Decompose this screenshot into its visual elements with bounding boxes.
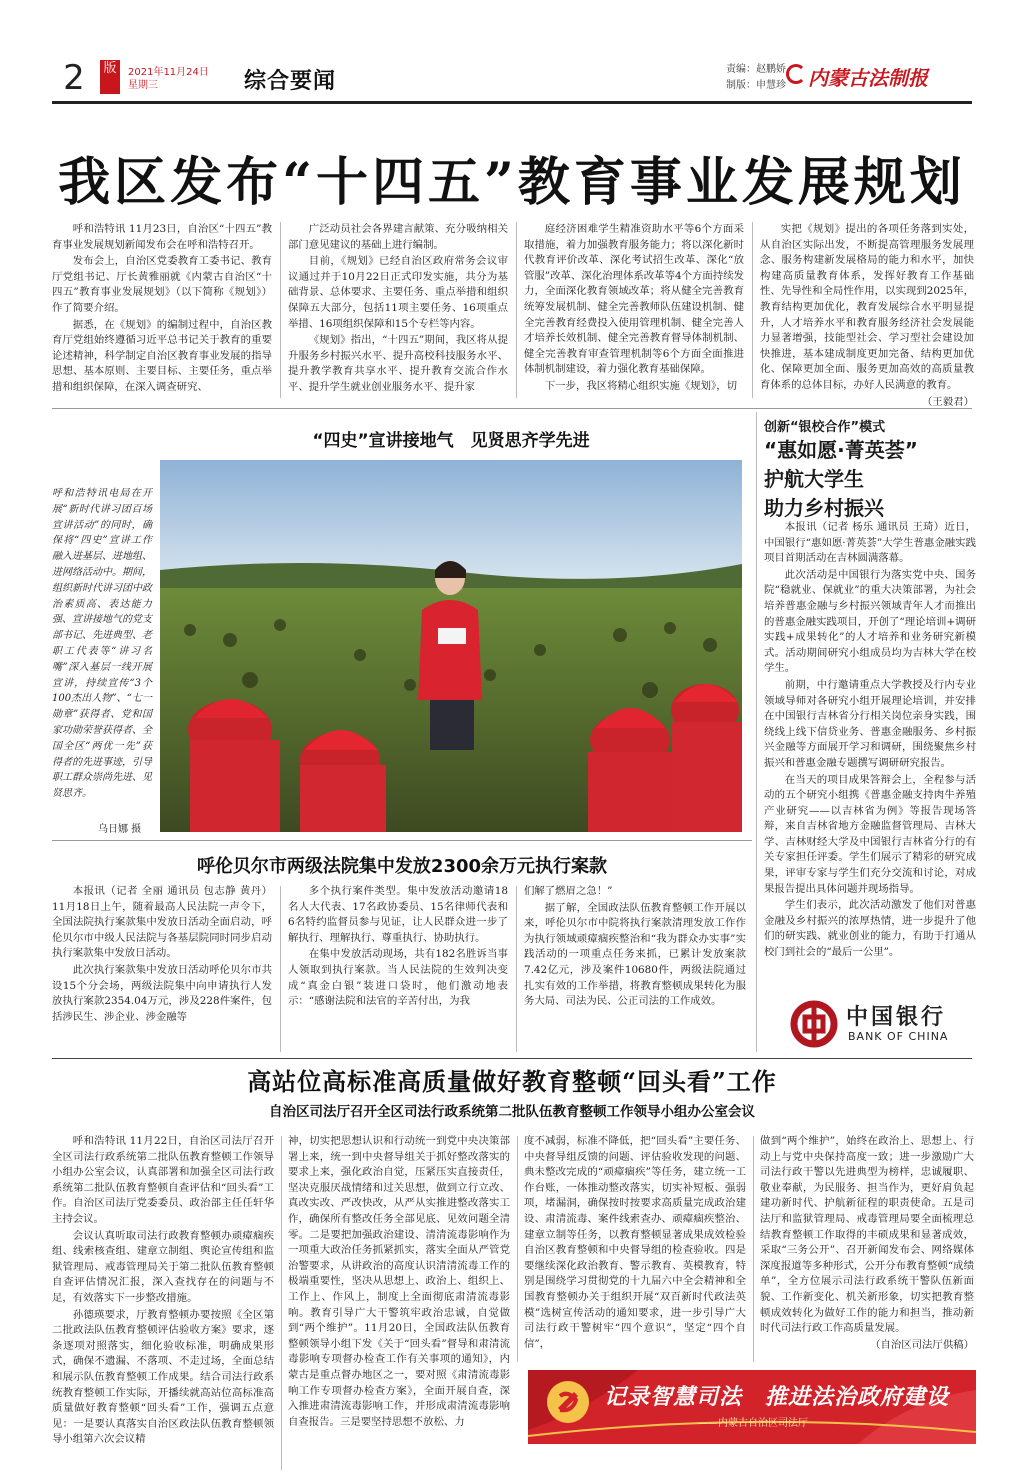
news-photo: [160, 460, 742, 832]
justice-column-1: [52, 1134, 274, 1472]
justice-paragraph: 呼和浩特讯 11月22日，自治区司法厅召开全区司法行政系统第二批队伍教育整顿工作领导小组办公室会议，认真部署和加强全区司法行政系统第二批队伍教育整顿自查评估和“回头看”工作。自治区司法厅党委委员、政治部主任任轩华主持会议。: [52, 1135, 274, 1225]
page-number: 2: [63, 58, 85, 98]
lead-paragraph: 发布会上，自治区党委教育工委书记、教育厅党组书记、厅长黄雅丽就《内蒙古自治区“十四五”教育事业发展规划》（以下简称《规划》）作了简要介绍。: [52, 255, 272, 314]
promo-banner: [528, 1370, 976, 1444]
lead-byline: （王毅君）: [922, 395, 974, 408]
boc-logo-en: BANK OF CHINA: [848, 1030, 949, 1043]
boc-logo-cn: 中国银行: [846, 1004, 947, 1030]
court-column-1: [52, 884, 272, 1056]
editor-credits: [726, 62, 786, 94]
justice-paragraph: 度不减弱，标准不降低，把“回头看”主要任务、中央督导组反馈的问题、评估验收发现的问题、典未整改完成的“顽瘴痼疾”等任务，建立统一工作台账，一体推动整改落实，切实补短板、强弱项，堵漏洞，确保按时按要求高质量完成政治建设、肃清流毒、案件线索查办、顽瘴痼疾整治、建章立制等任务，以教育整顿显著成果成效检验自治区教育整顿和中央督导组的检查验收。四是要继续深化政治教育、警示教育、英模教育，特别是围绕学习贯彻党的十九届六中全会精神和全国教育整顿办关于组织开展“双百新时代政法英模”选树宣传活动的通知要求，进一步引导广大司法行政干警树牢“四个意识”，坚定“四个自信”，: [524, 1135, 746, 1350]
lead-paragraph: 庭经济困难学生精准资助水平等6个方面采取措施，着力加强教育服务能力；将以深化新时代教育评价改革、深化考试招生改革、深化“放管服”改革、深化治理体系改革等4个方面持续发力，全面深化教育领域改革；将从健全完善教育统筹发展机制、健全完善教师队伍建设机制、健全完善教育经费投入使用管理机制、健全完善人才培养长效机制、健全完善教育督导体制机制、健全完善教育审查管理机制等6个方面全面推进体制机制建设，着力强化教育基础保障。: [524, 223, 744, 376]
boc-kicker: 创新“银校合作”模式: [764, 420, 886, 435]
section-title: 综合要闻: [244, 69, 337, 94]
section-divider: [52, 1058, 972, 1059]
justice-subheadline: 自治区司法厅召开全区司法行政系统第二批队伍教育整顿工作领导小组办公室会议: [269, 1104, 755, 1120]
column-divider: [516, 886, 517, 1052]
masthead: [52, 58, 972, 104]
lead-paragraph: 《规划》指出，“十四五”期间，我区将从提升服务乡村振兴水平、提升高校科技服务水平、提升教学教育共享水平、提升教育交流合作水平、提升学生就业创业服务水平、提升家: [288, 334, 508, 393]
court-column-2: [288, 884, 508, 1056]
lead-paragraph: 呼和浩特讯 11月23日，自治区“十四五”教育事业发展规划新闻发布会在呼和浩特召开。: [52, 223, 272, 251]
photo-credit: 乌日娜 摄: [98, 824, 142, 835]
lead-column-1: [52, 222, 272, 400]
column-divider: [516, 222, 517, 398]
column-divider: [280, 886, 281, 1052]
bank-of-china-logo: [790, 996, 980, 1056]
lead-paragraph: 目前，《规划》已经自治区政府常务会议审议通过并于10月22日正式印发实施，共分为基础背景、总体要求、主要任务、重点举措和组织保障五大部分，包括11项主要任务、16项重点举措、16项组织保障和15个专栏等内容。: [288, 255, 508, 330]
column-divider: [756, 412, 757, 1052]
column-divider: [280, 222, 281, 398]
lead-paragraph: 广泛动员社会各界建言献策、充分吸纳相关部门意见建议的基础上进行编制。: [288, 223, 508, 251]
lead-column-2: [288, 222, 508, 400]
court-paragraph: 多个执行案件类型。集中发放活动邀请18名人大代表、17名政协委员、15名律师代表和6名特约监督员参与见证，让人民群众进一步了解执行、理解执行、尊重执行、协助执行。: [288, 885, 508, 944]
producer-text: 制版：申慧珍: [726, 80, 786, 91]
court-headline: 呼伦贝尔市两级法院集中发放2300余万元执行案款: [196, 856, 608, 877]
lead-column-4: [760, 222, 974, 408]
boc-title-line: 助力乡村振兴: [764, 496, 884, 520]
justice-paragraph: 孙德瑛要求，厅教育整顿办要按照《全区第二批政法队伍教育整顿评估验收方案》要求，逐条逐项对照落实，细化验收标准，明确成果形式，确保不遗漏、不落项、不走过场，全面总结和展示队伍教育整顿工作成果。结合司法行政系统教育整顿工作实际，开播续就高站位高标准高质量做好教育整顿“回头看”工作，强调五点意见：一是要认真落实自治区政法队伍教育整顿领导小组第六次会议精: [52, 1308, 274, 1446]
court-paragraph: 此次执行案款集中发放日活动呼伦贝尔市共设15个分会场，两级法院集中向申请执行人发放执行案款2354.04万元，涉及228件案件，包括涉民生、涉企业、涉金融等: [52, 963, 272, 1023]
lead-paragraph: 下一步，我区将精心组织实施《规划》，切: [544, 379, 738, 392]
boc-emblem-icon: [790, 1000, 838, 1048]
lead-column-3: [524, 222, 744, 400]
column-divider: [752, 222, 753, 398]
field-scene-image: [160, 460, 742, 832]
boc-paragraph: 本报讯（记者 杨乐 通讯员 王琦）近日，中国银行“惠如愿·菁英荟”大学生普惠金融实践项目首期活动在吉林圆满落幕。: [764, 521, 976, 565]
boc-title-line: “惠如愿·菁英荟”: [764, 438, 918, 462]
justice-paragraph: 会议认真听取司法行政教育整顿办顽瘴痼疾组、线索核查组、建章立制组、舆论宣传组和监狱管理局、戒毒管理局关于第二批队伍教育整顿自查评估情况汇报，深入查找存在的问题与不足，有效落实下一步整改措施。: [52, 1229, 274, 1304]
justice-column-3: [524, 1134, 746, 1362]
boc-body: [764, 520, 976, 990]
justice-column-2: [288, 1134, 510, 1472]
court-paragraph: 本报讯（记者 全丽 通讯员 包志静 黄丹）11月18日上午，随着最高人民法院一声令下，全国法院执行案款集中发放日活动全面启动，呼伦贝尔市中级人民法院与各基层院同时同步启动执行案款集中发放日活动。: [52, 885, 272, 960]
court-column-3: [524, 884, 746, 1056]
editor-text: 责编：赵鹏娇: [726, 64, 786, 75]
date-text: 2021年11月24日: [128, 67, 209, 78]
newspaper-logo-icon: [786, 64, 806, 84]
section-divider: [52, 840, 752, 841]
court-paragraph: 在集中发放活动现场，共有182名胜诉当事人领取到执行案款。当人民法院的生效判决变成“真金白银”装进口袋时，他们激动地表示：“感谢法院和法官的辛苦付出，为我: [288, 948, 508, 1008]
column-divider: [753, 1136, 754, 1362]
justice-paragraph: 神，切实把思想认识和行动统一到党中央决策部署上来，统一到中央督导组关于抓好整改落实的要求上来，强化政治自觉，压紧压实直接责任，坚决克服厌战情绪和过关思想，做到立行立改、真改实改、严改快改，从严从实推进整改落实工作，确保所有整改任务全部见底、见效问题全清零。二是要把加强政治建设、清清流毒影响作为一项重大政治任务抓紧抓实，落实全面从严管党治警要求，从讲政治的高度认识清清流毒工作的极端重要性，坚决从思想上、政治上、组织上、工作上、作风上，制度上全面彻底肃清流毒影响。教育引导广大干警筑牢政治忠诚，自觉做到“两个维护”。11月20日，全国政法队伍教育整顿领导小组下发《关于“回头看”督导和肃清流毒影响专项督办检查工作有关事项的通知》，内蒙古是重点督办地区之一，要对照《肃清流毒影响工作专项督办检查方案》，全面开展自查，深入推进肃清流毒影响工作，并形成肃清流毒影响自查报告。三是要坚持思想不放松、力: [288, 1135, 510, 1428]
photo-story-headline: “四史”宣讲接地气 见贤思齐学先进: [312, 431, 590, 451]
boc-paragraph: 学生们表示，此次活动激发了他们对普惠金融及乡村振兴的浓厚热情，进一步提升了他们的研实践、就业创业的能力，有助于打通从校门到社会的“最后一公里”。: [764, 899, 976, 959]
lead-paragraph: 实把《规划》提出的各项任务落到实处，从自治区实际出发，不断提高管理服务发展理念、服务构建新发展格局的能力和水平，加快构建高质量教育体系，发挥好教育工作基础性、先导性和全局性作用，以实现到2025年，教育结构更加优化，教育发展综合水平明显提升，人才培养水平和教育服务经济社会发展能力显著增强，技能型社会、学习型社会建设加快推进，基本建成制度更加完备、结构更加优化、保障更加全面、服务更加高效的高质量教育体系的总体目标，办好人民满意的教育。: [760, 223, 974, 391]
lead-headline: 我区发布“十四五”教育事业发展规划: [58, 152, 966, 213]
boc-paragraph: 此次活动是中国银行为落实党中央、国务院“稳就业、保就业”的重大决策部署，为社会培养普惠金融与乡村振兴领域青年人才而推出的普惠金融实践项目，开创了“理论培训+调研实践+成果转化”的人才培养和业务研究新模式。活动期间研究小组成员均为吉林大学在校学生。: [764, 568, 976, 675]
court-paragraph: 据了解，全国政法队伍教育整顿工作开展以来，呼伦贝尔市中院将执行案款清理发放工作作为执行领域顽瘴痼疾整治和“我为群众办实事”实践活动的一项重点任务来抓，已累计发放案款7.42亿元，涉及案件10680件，两级法院通过扎实有效的工作举措，将教育整顿成果转化为服务大局、司法为民、公正司法的工作成效。: [524, 901, 746, 1008]
boc-paragraph: 在当天的项目成果答辩会上，全程参与活动的五个研究小组携《普惠金融支持肉牛养殖产业研究——以吉林省为例》等报告现场答辩，来自吉林省地方金融监督管理局、吉林大学、吉林财经大学及中国银行吉林省分行的有关专家担任评委。学生们展示了精彩的研究成果，评审专家与学生们充分交流和讨论，对成果报告提出具体问题并现场指导。: [764, 773, 976, 895]
party-emblem-icon: [544, 1378, 592, 1426]
issue-date: [128, 66, 209, 92]
justice-paragraph: 做到“两个维护”，始终在政治上、思想上、行动上与党中央保持高度一致；进一步激励广大司法行政干警以先进典型为榜样，忠诚履职、敬业奉献，为民服务、担当作为，更好肩负起建功新时代、护航新征程的职责使命。五是司法厅和监狱管理局、戒毒管理局要全面梳理总结教育整顿工作取得的丰硕成果和显著成效，采取“三务公开”、召开新闻发布会、网络媒体深度报道等多种形式，公开分布教育整顿“成绩单”，全方位展示司法行政系统干警队伍新面貌、工作新变化、机关新形象，切实把教育整顿成效转化为做好工作的能力和担当，推动新时代司法行政工作高质量发展。: [760, 1135, 974, 1335]
boc-title-line: 护航大学生: [764, 467, 864, 491]
lead-paragraph: 据悉，在《规划》的编制过程中，自治区教育厅党组始终遵循习近平总书记关于教育的重要论述精神，科学制定自治区教育事业发展的指导思想、基本原则、主要目标、主要任务，重点举措和组织保障，在深入调查研究、: [52, 318, 272, 393]
edition-badge: 版: [100, 60, 120, 94]
photo-caption: 呼和浩特讯电局在开展“新时代讲习团百场宣讲活动”的同时，确保将“四史”宣讲工作融入进基层、进地组、进网络活动中。期间，组织新时代讲习团中政治素质高、表达能力强、宣讲接地气的党支部书记、先进典型、老职工代表等“讲习名嘴”深入基层一线开展宣讲，持续宣传“3个100杰出人物”、“七一勋章”获得者、党和国家功勋荣誉获得者、全国全区“两优一先”获得者的先进事迹，引导职工群众崇尚先进、见贤思齐。: [52, 488, 152, 800]
boc-paragraph: 前期，中行邀请重点大学教授及行内专业领域导师对各研究小组开展理论培训，并安排在中国银行吉林省分行相关岗位亲身实践，围绕线上线下信贷业务、普惠金融服务、乡村振兴金融等方面展开学习和调研，围绕聚焦乡村振兴和普惠金融专题撰写调研研究报告。: [764, 678, 976, 769]
banner-main-text: 记录智慧司法 推进法治政府建设: [604, 1385, 950, 1410]
justice-headline: 高站位高标准高质量做好教育整顿“回头看”工作: [247, 1067, 777, 1096]
newspaper-logo: 内蒙古法制报: [808, 66, 928, 90]
column-divider: [517, 1136, 518, 1362]
justice-column-4: [760, 1134, 974, 1362]
section-divider: [52, 408, 972, 409]
column-divider: [281, 1136, 282, 1470]
court-paragraph: 们解了燃眉之急！”: [524, 885, 613, 897]
banner-sub-text: ——内蒙古自治区司法厅: [698, 1418, 808, 1429]
boc-article: [764, 416, 978, 522]
weekday-text: 星期三: [128, 80, 158, 91]
justice-byline: （自治区司法厅供稿）: [870, 1338, 974, 1351]
